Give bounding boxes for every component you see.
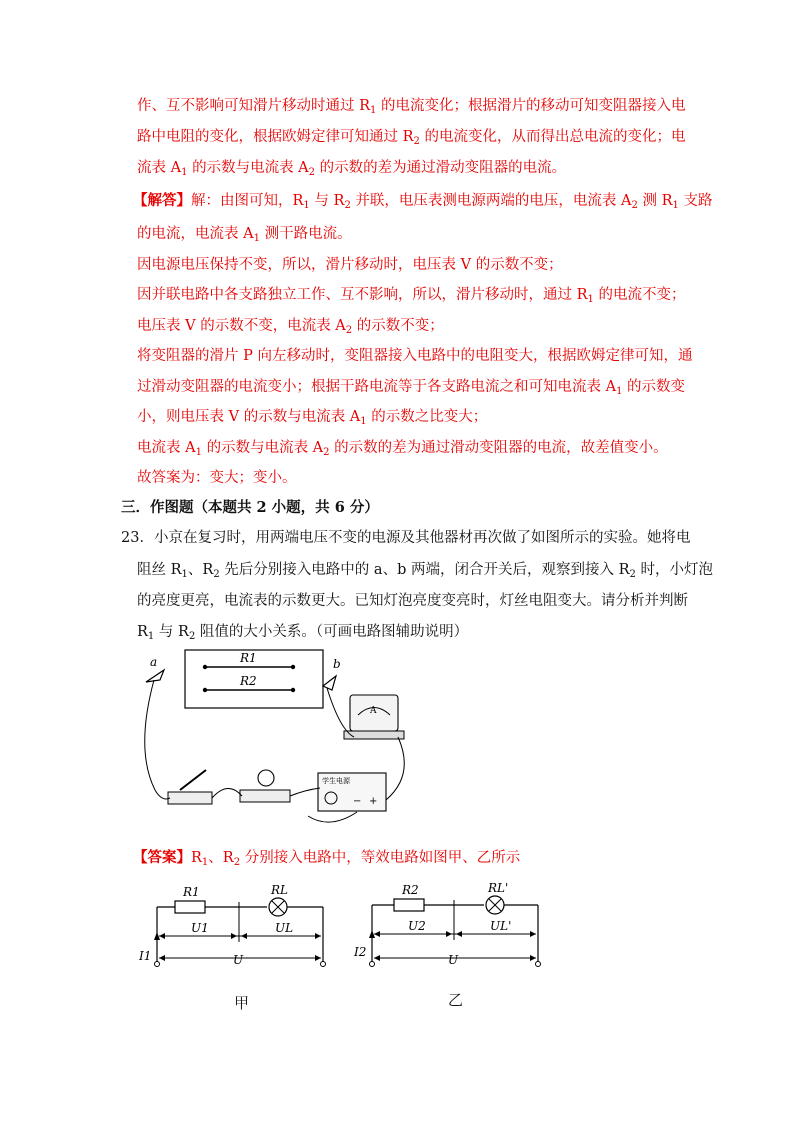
text-seg: 的示数之比变大； (366, 409, 488, 425)
subscript: 1 (360, 416, 367, 427)
question-line-2 (137, 560, 713, 585)
r2-terminal-left (203, 688, 207, 692)
clip-a-icon (146, 670, 164, 682)
subscript: 1 (181, 569, 188, 580)
power-supply-label: 学生电源 (322, 777, 350, 785)
text-seg: 测干路电流。 (259, 226, 352, 242)
text-seg: 阻值的大小关系。（可画电路图辅助说明） (195, 624, 469, 640)
clip-b-icon (323, 676, 336, 690)
lamp-base (240, 790, 290, 802)
circuit-yi (350, 874, 550, 974)
subscript: 2 (413, 136, 420, 147)
r1-terminal-left (203, 665, 207, 669)
clip-a-label: a (150, 655, 158, 669)
subscript: 2 (308, 167, 316, 178)
r1-terminal-right (291, 665, 295, 669)
switch-lever (180, 770, 206, 790)
subscript: 1 (201, 857, 209, 868)
wire-lamp-to-supply (290, 788, 320, 796)
solution-line-9 (137, 438, 668, 463)
r2-terminal-right (291, 688, 295, 692)
subscript: 2 (188, 631, 196, 642)
solution-line-10: 故答案为：变大；变小。 (137, 470, 297, 486)
rl-label: RL' (488, 881, 509, 895)
apparatus-figure (140, 640, 430, 830)
subscript: 2 (345, 325, 353, 336)
i-label: I2 (354, 945, 367, 959)
ammeter-base (344, 731, 404, 739)
text-seg: 分别接入电路中，等效电路如图甲、乙所示 (240, 850, 521, 866)
subscript: 1 (672, 200, 679, 211)
subscript: 2 (233, 857, 241, 868)
r1-label: R1 (240, 651, 257, 665)
u-label: U (448, 953, 459, 967)
r2-label: R2 (240, 674, 257, 688)
text-seg: 过滑动变阻器的电流变小；根据干路电流等于各支路电流之和可知电流表 A (137, 379, 617, 395)
text-seg: 阻丝 R (137, 562, 182, 578)
solution-line-8 (137, 407, 487, 432)
text-seg: 的示数变 (622, 379, 686, 395)
section-heading: 三．作图题（本题共 2 小题，共 6 分） (121, 499, 379, 516)
resistor-symbol (394, 899, 424, 911)
text-seg: 的电流变化，从而得出总电流的变化；电 (419, 129, 686, 145)
wire-ammeter-to-supply (386, 737, 404, 800)
text-seg: 的电流，电流表 A (137, 226, 254, 242)
bulb-icon (258, 770, 274, 786)
solution-line-2 (137, 224, 352, 249)
text-seg: 并联，电压表测电源两端的电压，电流表 A (350, 193, 632, 209)
text-seg: 时，小灯泡 (635, 562, 713, 578)
ammeter-label: A (370, 706, 377, 716)
text-seg: 路中电阻的变化，根据欧姆定律可知通过 R (137, 129, 414, 145)
solution-line-1 (133, 191, 713, 216)
solution-line-5 (137, 316, 444, 341)
ul-label: UL (275, 921, 294, 935)
arrow-mid-left-icon (231, 933, 237, 939)
analysis-line-2 (137, 127, 686, 152)
arrow-u-right-icon (315, 955, 321, 961)
text-seg: 的示数与电流表 A (187, 160, 309, 176)
u1-label: U2 (408, 919, 426, 933)
text-seg: 因并联电路中各支路独立工作、互不影响，所以，滑片移动时，通过 R (137, 287, 588, 303)
rl-label: RL (271, 883, 289, 897)
question-line-1 (121, 528, 690, 548)
text-seg: 支路 (678, 193, 713, 209)
text-seg: 解：由图可知，R (191, 193, 304, 209)
text-seg: 小京在复习时，用两端电压不变的电源及其他器材再次做了如图所示的实验。她将电 (153, 530, 691, 546)
minus-sign: − (353, 796, 362, 807)
text-seg: 、R (187, 562, 214, 578)
arrow-right-icon (530, 931, 536, 937)
solution-line-4 (137, 285, 686, 310)
arrow-mid-left-icon (446, 931, 452, 937)
ul-label: UL' (490, 919, 512, 933)
text-seg: 与 R (309, 193, 345, 209)
lamp-cross-icon (272, 901, 285, 914)
text-seg: 先后分别接入电路中的 a、b 两端，闭合开关后，观察到接入 R (219, 562, 630, 578)
resistor-symbol (175, 901, 205, 913)
r-label: R2 (402, 883, 419, 897)
subscript: 1 (147, 631, 155, 642)
text-seg: 的示数的差为通过滑动变阻器的电流，故差值变小。 (329, 440, 668, 456)
caption-jia: 甲 (234, 994, 250, 1012)
subscript: 2 (213, 569, 220, 580)
text-seg: 、R (208, 850, 234, 866)
answer-line (133, 848, 520, 873)
subscript: 2 (344, 200, 351, 211)
subscript: 2 (631, 200, 638, 211)
circuit-jia (135, 874, 335, 974)
subscript: 1 (253, 233, 260, 244)
subscript: 2 (323, 447, 330, 458)
arrow-left-icon (159, 933, 165, 939)
subscript: 1 (616, 386, 623, 397)
text-seg: 的示数与电流表 A (201, 440, 324, 456)
answer-tag: 【答案】 (133, 849, 191, 866)
subscript: 1 (303, 200, 310, 211)
caption-yi: 乙 (448, 991, 464, 1009)
text-seg: 与 R (154, 624, 189, 640)
switch-icon (168, 792, 212, 804)
question-line-3: 的亮度更亮，电流表的示数更大。已知灯泡亮度变亮时，灯丝电阻变大。请分析并判断 (137, 593, 688, 609)
solution-line-6: 将变阻器的滑片 P 向左移动时，变阻器接入电路中的电阻变大，根据欧姆定律可知，通 (137, 348, 693, 364)
arrow-mid-right-icon (456, 931, 462, 937)
text-seg: 电压表 V 的示数不变，电流表 A (137, 318, 346, 334)
subscript: 2 (629, 569, 636, 580)
lamp-cross-icon (489, 899, 502, 912)
subscript: 1 (181, 167, 188, 178)
wire-supply-loop (308, 812, 357, 822)
analysis-line-1 (137, 96, 686, 121)
text-seg: 的电流变化；根据滑片的移动可知变阻器接入电 (376, 98, 686, 114)
clip-b-label: b (333, 657, 341, 671)
wire-a-to-switch (145, 680, 170, 799)
text-seg: 的示数的差为通过滑动变阻器的电流。 (315, 160, 567, 176)
text-seg: 的示数不变； (352, 318, 444, 334)
subscript: 1 (587, 294, 594, 305)
question-number: 23． (121, 530, 154, 546)
solution-line-7 (137, 377, 685, 402)
u1-label: U1 (191, 921, 209, 935)
text-seg: R (137, 624, 148, 640)
arrow-u-right-icon (530, 955, 536, 961)
subscript: 1 (195, 447, 202, 458)
text-seg: 测 R (637, 193, 673, 209)
arrow-mid-right-icon (241, 933, 247, 939)
u-label: U (233, 953, 244, 967)
text-seg: 小，则电压表 V 的示数与电流表 A (137, 409, 361, 425)
text-seg: 流表 A (137, 160, 182, 176)
text-seg: 作、互不影响可知滑片移动时通过 R (137, 98, 371, 114)
r-label: R1 (183, 885, 200, 899)
analysis-line-3 (137, 158, 566, 183)
plus-sign: + (369, 796, 378, 807)
i-label: I1 (139, 949, 152, 963)
wire-switch-to-lamp (212, 788, 242, 798)
arrow-left-icon (374, 931, 380, 937)
arrow-u-left-icon (159, 955, 165, 961)
text-seg: R (191, 850, 202, 866)
solution-tag: 【解答】 (133, 192, 191, 209)
text-seg: 的电流不变； (593, 287, 686, 303)
subscript: 1 (370, 105, 377, 116)
arrow-u-left-icon (374, 955, 380, 961)
solution-line-3: 因电源电压保持不变，所以，滑片移动时，电压表 V 的示数不变； (137, 257, 563, 273)
text-seg: 电流表 A (137, 440, 196, 456)
arrow-right-icon (315, 933, 321, 939)
